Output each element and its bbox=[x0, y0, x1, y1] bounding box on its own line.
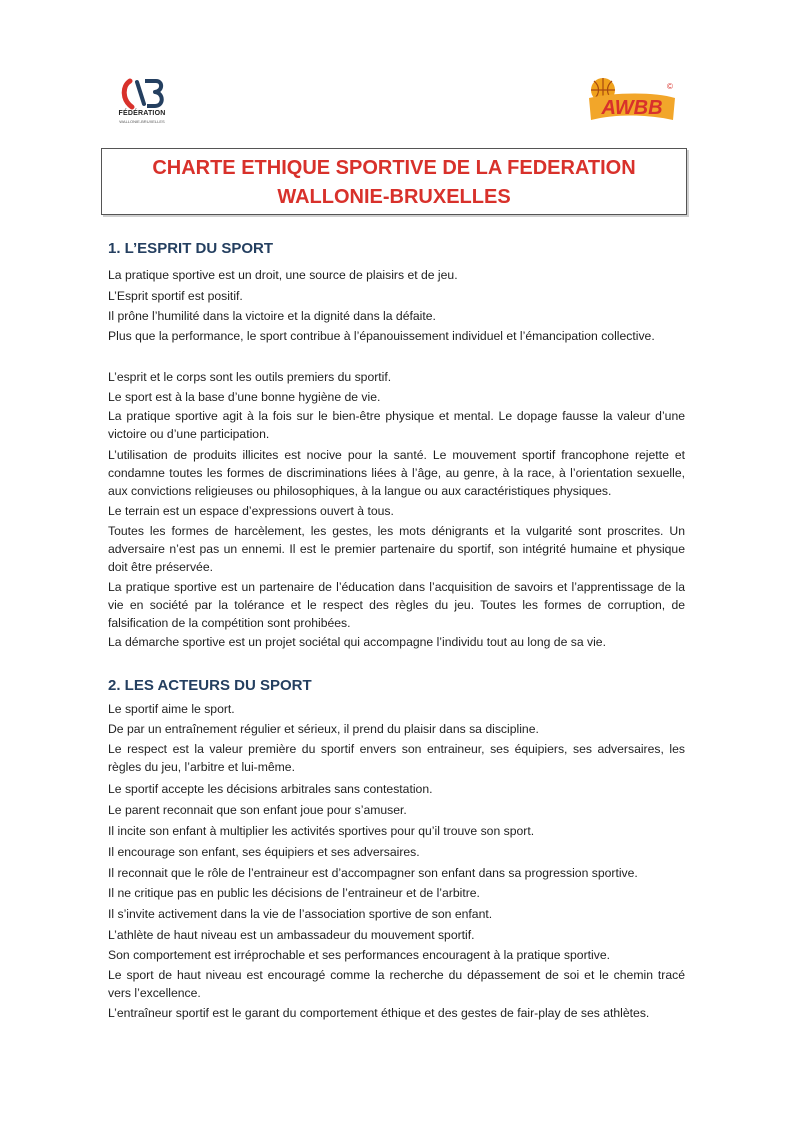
paragraph: L’esprit et le corps sont les outils premiers du sportif. bbox=[108, 370, 392, 384]
paragraph: L’athlète de haut niveau est un ambassadeur du mouvement sportif. bbox=[108, 928, 475, 942]
paragraph: Le sport est à la base d’une bonne hygiène de vie. bbox=[108, 390, 381, 404]
paragraph: Le sport de haut niveau est encouragé comme la recherche du dépassement de soi et le chemin tracé vers l’excellence. bbox=[108, 968, 685, 1000]
paragraph: De par un entraînement régulier et sérieux, il prend du plaisir dans sa discipline. bbox=[108, 722, 539, 736]
section-heading-esprit: 1. L’ESPRIT DU SPORT bbox=[108, 240, 274, 257]
paragraph: Le sportif aime le sport. bbox=[108, 702, 235, 716]
copyright-mark: © bbox=[667, 82, 673, 91]
paragraph: Il reconnait que le rôle de l’entraineur est d’accompagner son enfant dans sa progression sportive. bbox=[108, 866, 638, 880]
paragraph: Le sportif accepte les décisions arbitrales sans contestation. bbox=[108, 782, 433, 796]
basketball-logo-icon bbox=[585, 76, 677, 122]
paragraph: La démarche sportive est un projet sociétal qui accompagne l’individu tout au long de sa vie. bbox=[108, 635, 606, 649]
paragraph: Toutes les formes de harcèlement, les gestes, les mots dénigrants et la vulgarité sont proscrites. Un adversaire n’est pas un ennemi. Il est le premier partenaire du sportif, son intégrité humaine et physique doit être préservée. bbox=[108, 524, 685, 574]
title-line-2: WALLONIE-BRUXELLES bbox=[277, 186, 511, 208]
fwb-logo bbox=[112, 78, 172, 130]
paragraph: La pratique sportive est un droit, une source de plaisirs et de jeu. bbox=[108, 268, 458, 282]
paragraph: Son comportement est irréprochable et ses performances encouragent à la pratique sportive. bbox=[108, 948, 610, 962]
paragraph: La pratique sportive est un partenaire de l’éducation dans l’acquisition de savoirs et l’apprentissage de la vie en société par la tolérance et le respect des règles du jeu. Toutes les formes de corruption, de falsification de la compétition sont prohibées. bbox=[108, 580, 685, 630]
title-line-1: CHARTE ETHIQUE SPORTIVE DE LA FEDERATION bbox=[152, 157, 636, 179]
paragraph: Il s’invite activement dans la vie de l’association sportive de son enfant. bbox=[108, 907, 493, 921]
paragraph: La pratique sportive agit à la fois sur le bien-être physique et mental. Le dopage fausse la valeur d’une victoire ou d’une participation. bbox=[108, 409, 685, 441]
fwb-logo-icon bbox=[120, 78, 164, 110]
title-box bbox=[101, 148, 687, 215]
paragraph: Il incite son enfant à multiplier les activités sportives pour qu’il trouve son sport. bbox=[108, 824, 535, 838]
awbb-logo bbox=[585, 76, 677, 122]
paragraph: L’Esprit sportif est positif. bbox=[108, 289, 243, 303]
paragraph: Il encourage son enfant, ses équipiers et ses adversaires. bbox=[108, 845, 420, 859]
paragraph: L’utilisation de produits illicites est nocive pour la santé. Le mouvement sportif francophone rejette et condamne toutes les formes de discriminations liées à l’âge, au genre, à la race, à l’orientation sexuelle, aux convictions religieuses ou philosophiques, à la langue ou aux caractéristiques physiques. bbox=[108, 448, 685, 498]
paragraph: Il ne critique pas en public les décisions de l’entraineur et de l’arbitre. bbox=[108, 886, 480, 900]
fwb-logo-text: FÉDÉRATION bbox=[118, 110, 166, 117]
fwb-logo-subtext: WALLONIE-BRUXELLES bbox=[119, 119, 165, 124]
paragraph: Plus que la performance, le sport contribue à l’épanouissement individuel et l’émancipation collective. bbox=[108, 329, 655, 343]
paragraph: Il prône l’humilité dans la victoire et la dignité dans la défaite. bbox=[108, 309, 436, 323]
section-heading-acteurs: 2. LES ACTEURS DU SPORT bbox=[108, 677, 312, 694]
paragraph: Le respect est la valeur première du sportif envers son entraineur, ses équipiers, ses adversaires, les règles du jeu, l’arbitre et lui-même. bbox=[108, 742, 685, 774]
awbb-logo-text: AWBB bbox=[601, 97, 663, 119]
paragraph: Le terrain est un espace d’expressions ouvert à tous. bbox=[108, 504, 394, 518]
paragraph: Le parent reconnait que son enfant joue pour s’amuser. bbox=[108, 803, 407, 817]
paragraph: L’entraîneur sportif est le garant du comportement éthique et des gestes de fair-play de ses athlètes. bbox=[108, 1006, 650, 1020]
